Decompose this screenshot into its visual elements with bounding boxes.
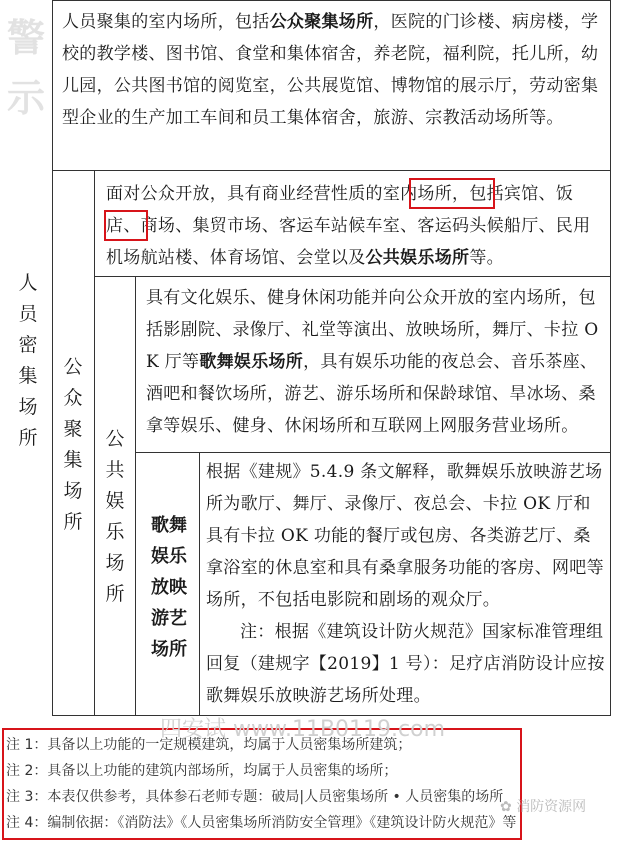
label-dance-entertainment: 歌舞 娱乐 放映 游艺 场所 [151, 515, 187, 660]
label-public-entertainment: 公 共 娱 乐 场 所 [105, 428, 125, 605]
note-3: 注 3：本表仅供参考，具体参石老师专题：破局|人员密集场所 • 人员密集的场所 [6, 789, 504, 805]
keyword-public-entertainment: 公共娱乐场所 [365, 248, 470, 268]
label-public-gathering: 公 众 聚 集 场 所 [63, 356, 83, 533]
row-top-text: 人员聚集的室内场所，包括公众聚集场所，医院的门诊楼、病房楼，学校的教学楼、图书馆、食堂和集体宿舍，养老院，福利院，托儿所，幼儿园，公共图书馆的阅览室，公共展览馆、博物馆的展示厅，劳动密集型企业的生产加工车间和员工集体宿舍，旅游、宗教活动场所等。 [62, 12, 599, 128]
watermark-text: 四安试 www.11B0119.com [160, 717, 446, 742]
side-strip-stamp: 警示 [6, 15, 45, 120]
wechat-icon: ✿ [500, 799, 512, 815]
row-entertain-text: 具有文化娱乐、健身休闲功能并向公众开放的室内场所，包括影剧院、录像厅、礼堂等演出、放映场所，舞厅、卡拉 OK 厅等歌舞娱乐场所，具有娱乐功能的夜总会、音乐茶座、酒吧和餐饮场所，游艺、游乐场所和保龄球馆、旱冰场、桑拿等娱乐、健身、休闲场所和互联网上网服务营业场所。 [146, 288, 599, 436]
highlight-box-restaurant [104, 210, 148, 241]
label-crowded-places: 人 员 密 集 场 所 [18, 272, 38, 449]
highlight-box-indoor [409, 178, 495, 209]
watermark-logo: ✿ 消防资源网 [500, 799, 587, 815]
keyword-dance-entertainment: 歌舞娱乐场所 [199, 352, 304, 372]
dance-paragraph-2: 注：根据《建筑设计防火规范》国家标准管理组回复（建规字【2019】1 号）：足疗店消防设计应按歌舞娱乐放映游艺场所处理。 [206, 622, 605, 706]
note-4: 注 4：编制依据：《消防法》《人员密集场所消防安全管理》《建筑设计防火规范》等 [6, 815, 517, 831]
note-2: 注 2：具备以上功能的建筑内部场所，均属于人员密集的场所； [6, 763, 398, 779]
keyword-public-gathering: 公众聚集场所 [269, 12, 374, 32]
row-dance-text [206, 456, 606, 712]
row-public-text: 面对公众开放，具有商业经营性质的室内场所，包括宾馆、饭店、商场、集贸市场、客运车站候车室、客运码头候船厅、民用机场航站楼、体育场馆、会堂以及公共娱乐场所等。 [106, 184, 591, 268]
dance-paragraph-1: 根据《建规》5.4.9 条文解释，歌舞娱乐放映游艺场所为歌厅、舞厅、录像厅、夜总会、卡拉 OK 厅和具有卡拉 OK 功能的餐厅或包房、各类游艺厅、桑拿浴室的休息室和具有桑拿服务功能的客房、网吧等场所，不包括电影院和剧场的观众厅。 [206, 462, 604, 610]
note-1: 注 1：具备以上功能的一定规模建筑，均属于人员密集场所建筑； [6, 737, 412, 753]
